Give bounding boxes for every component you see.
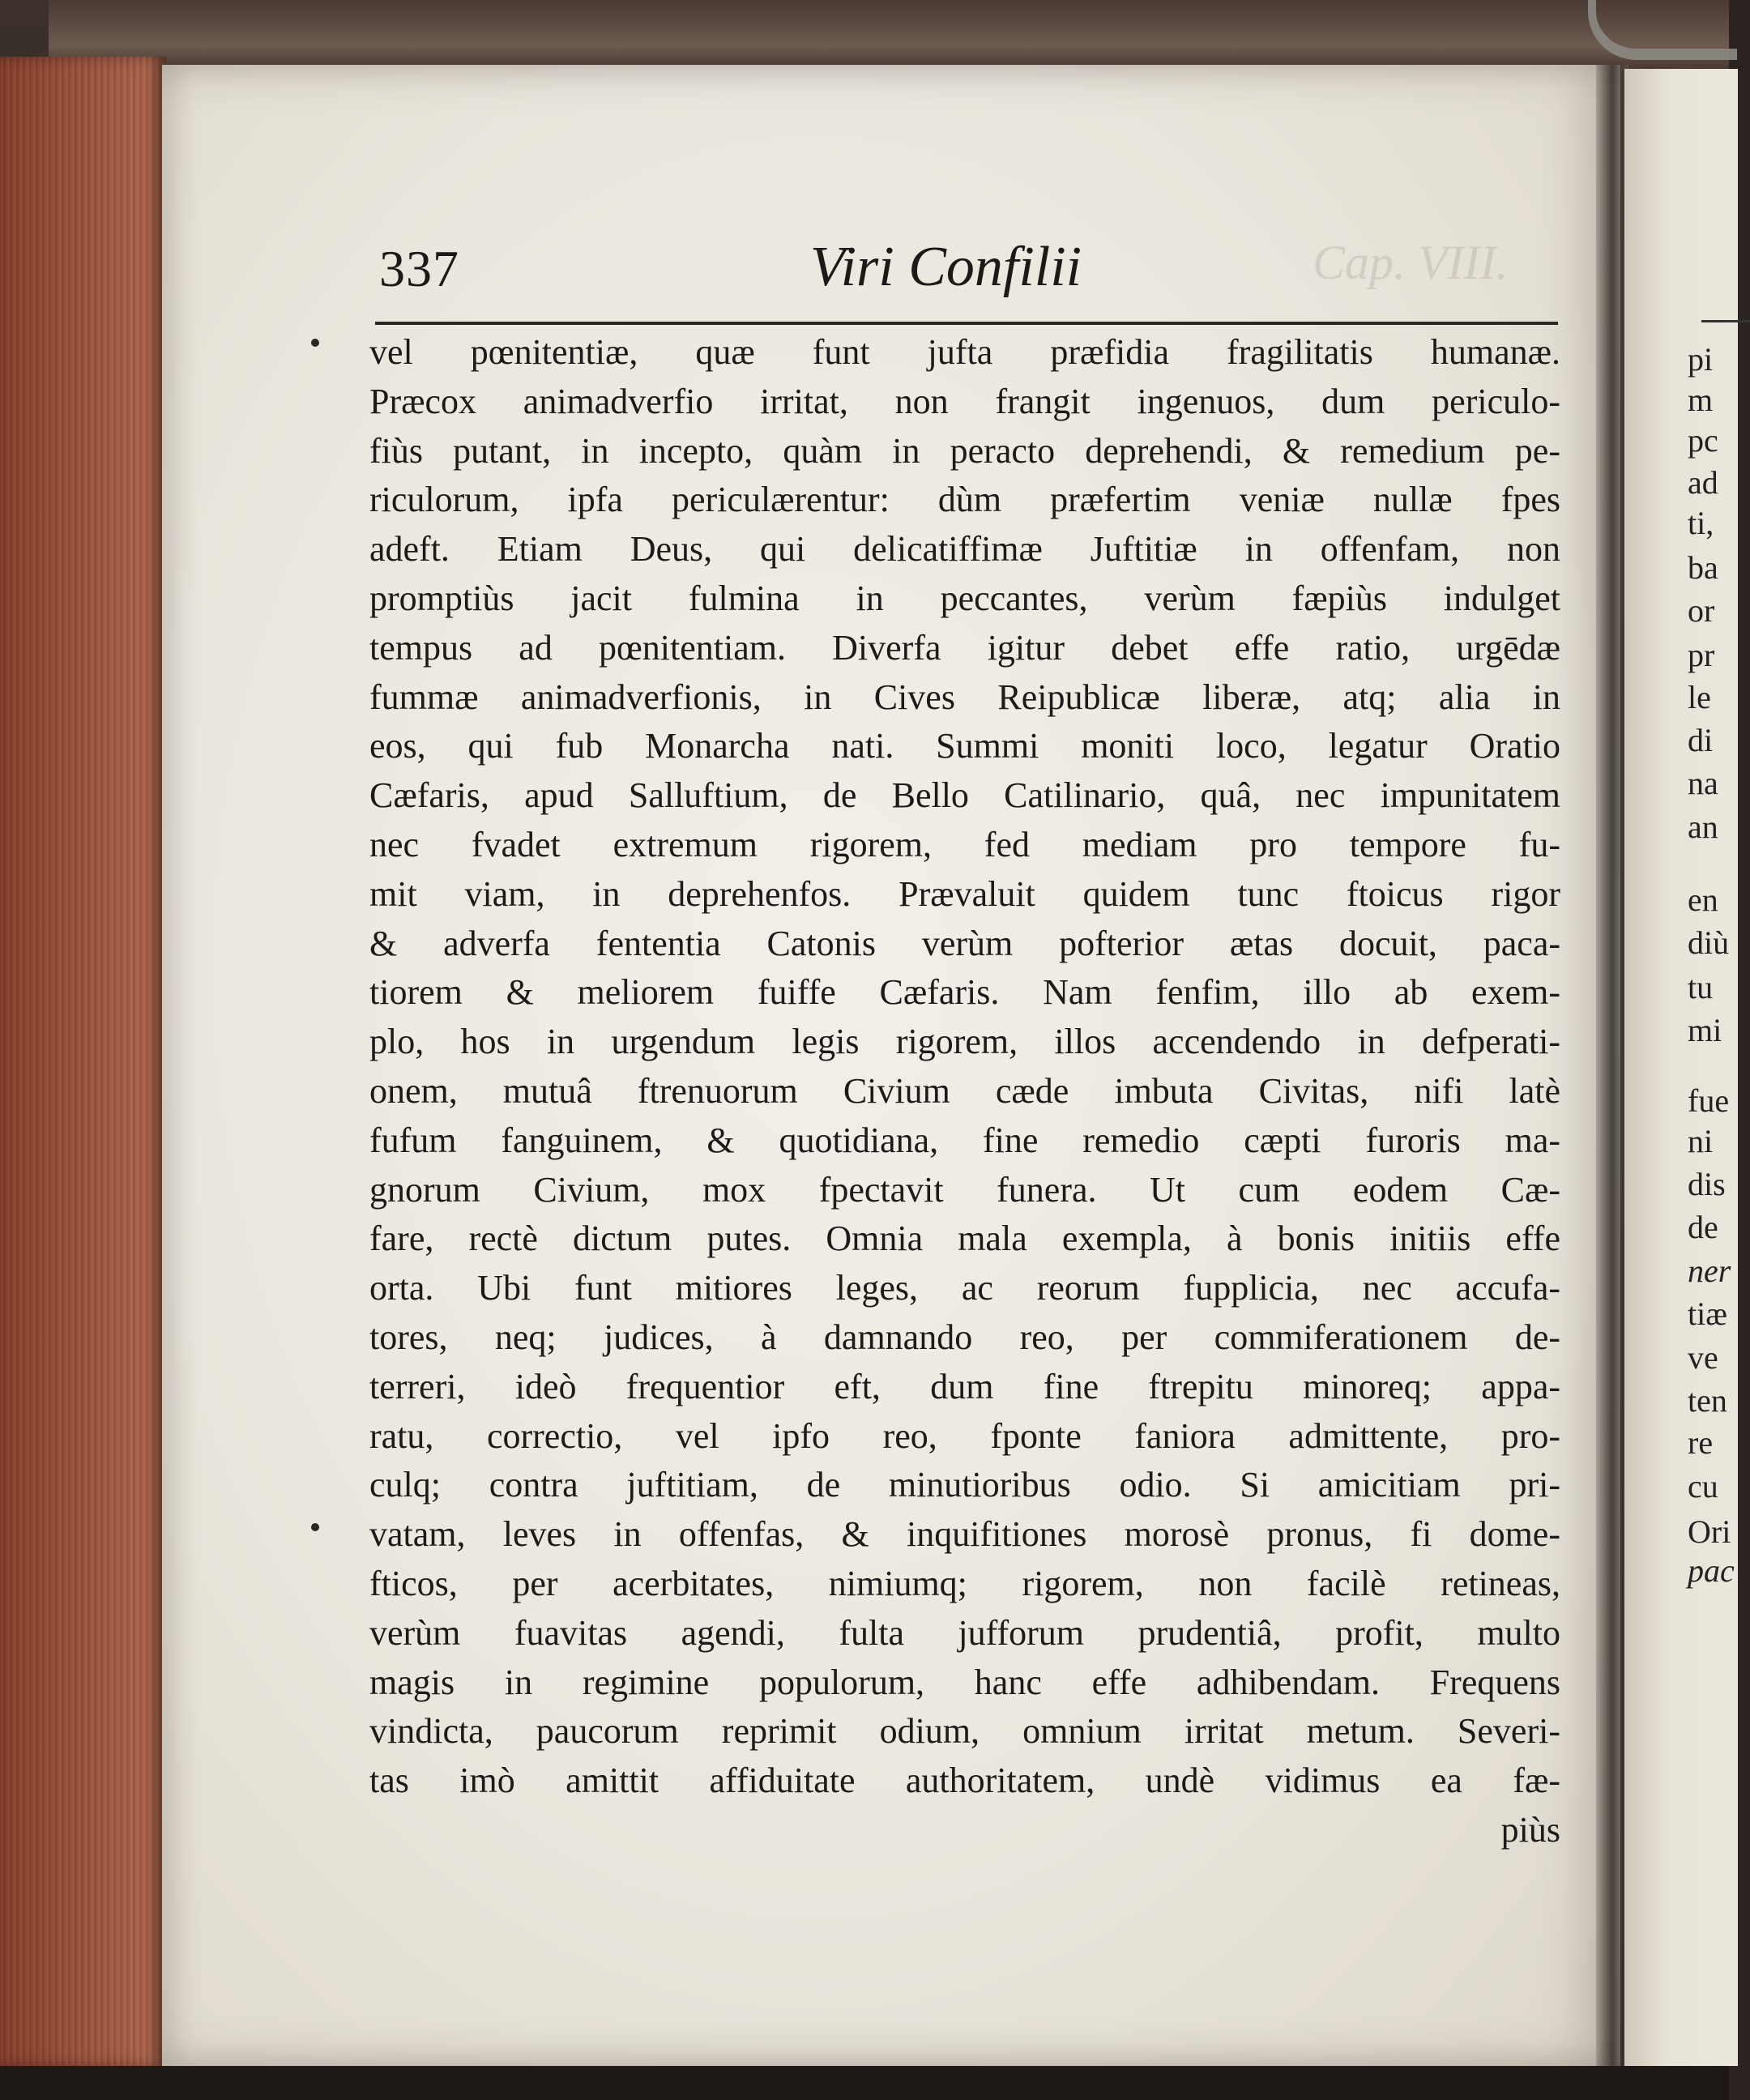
book-gutter [1596,65,1628,2066]
right-page-fragment-line: di [1688,722,1714,758]
text-line: fummæ animadverfionis, in Cives Reipublicæ liberæ, atq; alia in [369,677,1560,717]
text-line: mit viam, in deprehenfos. Prævaluit quidem tunc ftoicus rigor [369,873,1560,914]
right-page-fragment-line: ner [1688,1253,1731,1289]
text-line: Præcox animadverfio irritat, non frangit ingenuos, dum periculo- [369,381,1560,421]
bleed-through-text: Cap. VIII. [1312,236,1509,289]
text-line: & adverfa fententia Catonis verùm pofterior ætas docuit, paca- [369,923,1560,963]
right-page-fragment-line: de [1688,1209,1718,1245]
text-line: ratu, correctio, vel ipfo reo, fponte faniora admittente, pro- [369,1415,1560,1456]
right-page-fragment-line: ad [1688,464,1718,501]
right-page-fragment-line: pc [1688,422,1718,459]
text-line: adeft. Etiam Deus, qui delicatiffimæ Juftitiæ in offenfam, non [369,529,1560,570]
text-line: nec fvadet extremum rigorem, fed mediam pro tempore fu- [369,824,1560,864]
text-line: onem, mutuâ ftrenuorum Civium cæde imbuta Civitas, nifi latè [369,1070,1560,1111]
text-line: verùm fuavitas agendi, fulta jufforum prudentiâ, profit, multo [369,1612,1560,1653]
text-line: promptiùs jacit fulmina in peccantes, verùm fæpiùs indulget [369,578,1560,618]
right-page-fragment-line: ve [1688,1339,1718,1376]
right-page-fragment [1624,69,1738,2066]
text-line: fticos, per acerbitates, nimiumq; rigorem, non facilè retineas, [369,1563,1560,1603]
right-page-fragment-line: an [1688,809,1718,845]
right-page-fragment-line: pac [1688,1552,1735,1589]
text-line: tempus ad pœnitentiam. Diverfa igitur debet effe ratio, urgēdæ [369,627,1560,668]
bookmark-ribbon [1588,0,1737,60]
right-page-fragment-line: pi [1688,341,1714,378]
text-line: culq; contra juftitiam, de minutioribus odio. Si amicitiam pri- [369,1465,1560,1505]
text-line: plo, hos in urgendum legis rigorem, illos accendendo in defperati- [369,1022,1560,1062]
text-line: vatam, leves in offenfas, & inquifitiones morosè pronus, fi dome- [369,1514,1560,1555]
text-line: Cæfaris, apud Salluftium, de Bello Catilinario, quâ, nec impunitatem [369,775,1560,816]
right-page-header-rule [1701,320,1750,322]
text-line: fufum fanguinem, & quotidiana, fine remedio cæpti furoris ma- [369,1120,1560,1160]
right-page-fragment-line: or [1688,592,1715,629]
right-page-fragment-line: m [1688,382,1714,418]
right-page-fragment-line: fue [1688,1082,1730,1119]
right-page-fragment-line: le [1688,679,1711,715]
right-page-fragment-line: re [1688,1424,1714,1461]
right-page-fragment-line: diù [1688,924,1730,961]
right-page-fragment-line: ti, [1688,505,1714,541]
text-line: terreri, ideò frequentior eft, dum fine ftrepitu minoreq; appa- [369,1366,1560,1406]
text-line: piùs [1500,1809,1560,1850]
text-line: tas imò amittit affiduitate authoritatem, undè vidimus ea fæ- [369,1761,1560,1801]
header-rule [375,322,1558,325]
margin-mark [311,1523,319,1531]
right-page-fragment-line: ni [1688,1123,1714,1159]
right-page-fragment-line: pr [1688,637,1715,673]
running-head: Viri Confilii [810,236,1082,298]
right-page-fragment-line: tiæ [1688,1295,1727,1332]
text-line: eos, qui fub Monarcha nati. Summi moniti loco, legatur Oratio [369,726,1560,766]
right-page-fragment-line: en [1688,881,1718,918]
right-page-fragment-line: cu [1688,1468,1718,1505]
text-line: fare, rectè dictum putes. Omnia mala exempla, à bonis initiis effe [369,1219,1560,1259]
text-line: orta. Ubi funt mitiores leges, ac reorum fupplicia, nec accufa- [369,1268,1560,1308]
margin-mark [311,339,319,347]
right-page-fragment-line: dis [1688,1166,1726,1202]
page-edge-stack [0,57,166,2066]
text-line: tores, neq; judices, à damnando reo, per commiferationem de- [369,1317,1560,1357]
text-line: vel pœnitentiæ, quæ funt jufta præfidia fragilitatis humanæ. [369,332,1560,372]
right-page-fragment-line: tu [1688,969,1714,1005]
right-page-fragment-line: Ori [1688,1513,1731,1550]
right-page-fragment-line: na [1688,765,1718,801]
body-text-block [369,328,1560,1855]
text-line: fiùs putant, in incepto, quàm in peracto deprehendi, & remedium pe- [369,430,1560,471]
page-number: 337 [379,240,459,297]
text-line: vindicta, paucorum reprimit odium, omnium irritat metum. Severi- [369,1711,1560,1752]
right-page-fragment-line: ba [1688,549,1718,586]
text-line: tiorem & meliorem fuiffe Cæfaris. Nam fenfim, illo ab exem- [369,972,1560,1013]
text-line: riculorum, ipfa periculærentur: dùm præfertim veniæ nullæ fpes [369,480,1560,520]
right-page-fragment-line: ten [1688,1382,1727,1419]
text-line: gnorum Civium, mox fpectavit funera. Ut cum eodem Cæ- [369,1169,1560,1210]
text-line: magis in regimine populorum, hanc effe adhibendam. Frequens [369,1662,1560,1702]
right-page-fragment-line: mi [1688,1012,1722,1048]
